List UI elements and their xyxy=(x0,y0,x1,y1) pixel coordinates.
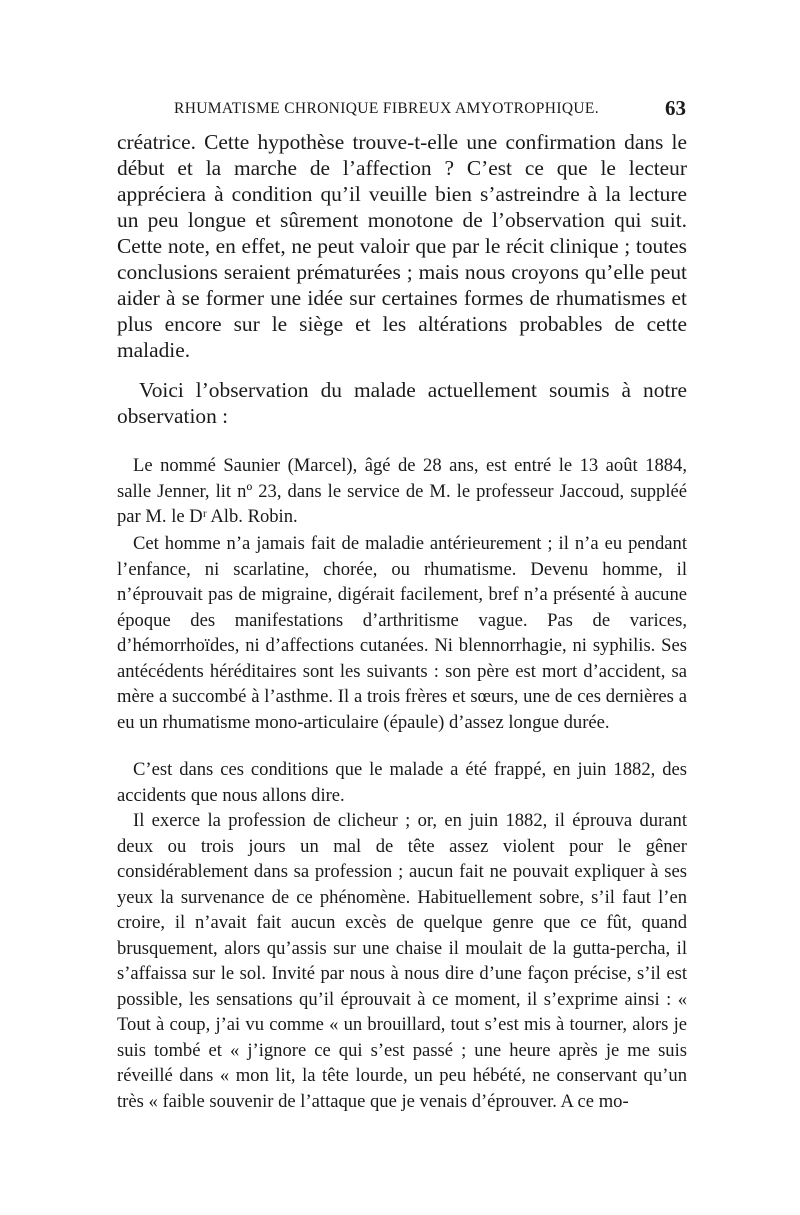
paragraph-patient-admission: Le nommé Saunier (Marcel), âgé de 28 ans, est entré le 13 août 1884, salle Jenner, lit nº 23, dans le service de M. le professeur Jaccoud, suppléé par M. le Dʳ Alb. Robin. xyxy=(117,455,687,527)
page-number: 63 xyxy=(665,96,686,120)
running-title: RHUMATISME CHRONIQUE FIBREUX AMYOTROPHIQUE. xyxy=(174,100,599,117)
paragraph-observation-intro: Voici l’observation du malade actuellement soumis à notre observation : xyxy=(117,378,687,428)
paragraph-intro: créatrice. Cette hypothèse trouve-t-elle une confirmation dans le début et la marche de l’affection ? C’est ce que le lecteur appréciera à condition qu’il veuille bien s’astreindre à la lecture un peu longue et sûrement monotone de l’observation qui suit. Cette note, en effet, ne peut valoir que par le récit clinique ; toutes conclusions seraient prématurées ; mais nous croyons qu’elle peut aider à se former une idée sur certaines formes de rhumatismes et plus encore sur le siège et les altérations probables de cette maladie. xyxy=(117,130,687,362)
paragraph-onset: C’est dans ces conditions que le malade a été frappé, en juin 1882, des accidents que nous allons dire. xyxy=(117,759,687,806)
running-header xyxy=(170,96,686,122)
paragraph-patient-history: Cet homme n’a jamais fait de maladie antérieurement ; il n’a eu pendant l’enfance, ni scarlatine, chorée, ou rhumatisme. Devenu homme, il n’éprouvait pas de migraine, digérait facilement, bref n’a présenté à aucune époque des manifestations d’arthritisme vague. Pas de varices, d’hémorrhoïdes, ni d’affections cutanées. Ni blennorrhagie, ni syphilis. Ses antécédents héréditaires sont les suivants : son père est mort d’accident, sa mère a succombé à l’asthme. Il a trois frères et sœurs, une de ces dernières a eu un rhumatisme mono-articulaire (épaule) d’assez longue durée. xyxy=(117,533,687,733)
paragraph-attack-description: Il exerce la profession de clicheur ; or, en juin 1882, il éprouva durant deux ou trois jours un mal de tête assez violent pour le gêner considérablement dans sa profession ; aucun fait ne pouvait expliquer à ses yeux la survenance de ce phénomène. Habituellement sobre, s’il faut l’en croire, il n’avait fait aucun excès de quelque genre que ce fût, quand brusquement, alors qu’assis sur une chaise il moulait de la gutta-percha, il s’affaissa sur le sol. Invité par nous à nous dire d’une façon précise, s’il est possible, les sensations qu’il éprouvait à ce moment, il s’exprime ainsi : « Tout à coup, j’ai vu comme « un brouillard, tout s’est mis à tourner, alors je suis tombé et « j’ignore ce qui s’est passé ; une heure après je me suis réveillé dans « mon lit, la tête lourde, un peu hébété, ne conservant qu’un très « faible souvenir de l’attaque que je venais d’éprouver. A ce mo- xyxy=(117,810,687,1112)
